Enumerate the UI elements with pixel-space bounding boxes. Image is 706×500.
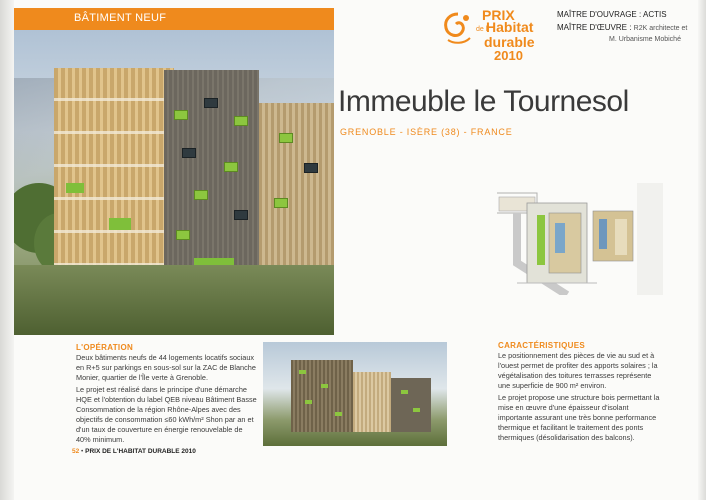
window xyxy=(234,210,248,220)
caracteristiques-paragraph: Le projet propose une structure bois permettant la mise en œuvre d'une épaisseur d'isolant importante assurant une très bonne performance thermique et facilitant le traitement des ponts thermiques (désolidarisation des balcons). xyxy=(498,393,660,442)
site-plan-drawing xyxy=(497,183,663,295)
page-title: Immeuble le Tournesol xyxy=(338,85,629,118)
operation-heading: L'OPÉRATION xyxy=(76,343,134,352)
hero-photo xyxy=(14,8,334,335)
building-block xyxy=(353,372,391,432)
window xyxy=(299,370,306,374)
green-panel xyxy=(66,183,84,193)
operation-text xyxy=(76,353,258,447)
caracteristiques-heading: CARACTÉRISTIQUES xyxy=(498,341,586,350)
window xyxy=(194,190,208,200)
page-footer xyxy=(72,448,196,455)
grass-ground xyxy=(14,265,334,335)
project-credits xyxy=(557,10,697,48)
page-number: 52 xyxy=(72,448,80,455)
window xyxy=(176,230,190,240)
window xyxy=(234,116,248,126)
award-year: 2010 xyxy=(494,48,523,63)
window xyxy=(174,110,188,120)
building-left xyxy=(54,68,174,273)
credit-row xyxy=(557,23,697,45)
award-de: de l' xyxy=(476,26,489,33)
operation-paragraph: Deux bâtiments neufs de 44 logements locatifs sociaux en R+5 sur parkings en sous-sol sur la ZAC de Blanche Monier, quartier de l'Île verte à Grenoble. xyxy=(76,353,256,382)
building-block xyxy=(391,378,431,432)
window xyxy=(182,148,196,158)
operation-paragraph: Le projet est réalisé dans le principe d'une démarche HQE et l'obtention du label QEB niveau Bâtiment Basse Consommation de la région Rhône-Alpes avec des objectifs de consommation ≤60 kWh/m² Shon par an et d'un taux de couverture en énergie renouvelable de 40% minimum. xyxy=(76,385,257,444)
site-plan-svg xyxy=(497,183,663,295)
credit-owner: MAÎTRE D'OUVRAGE : ACTIS xyxy=(557,10,667,19)
window xyxy=(413,408,420,412)
page-gutter-right xyxy=(698,0,706,500)
building-block xyxy=(291,360,353,432)
award-prix: PRIX xyxy=(482,7,515,23)
section-label: BÂTIMENT NEUF xyxy=(74,12,167,24)
window xyxy=(224,162,238,172)
award-durable: durable xyxy=(484,34,535,50)
award-habitat: Habitat xyxy=(486,19,534,35)
credit-architect: MAÎTRE D'ŒUVRE : xyxy=(557,23,634,32)
caracteristiques-text xyxy=(498,351,664,445)
credit-architect-value-2: M. Urbanisme Mobiché xyxy=(609,36,681,43)
green-panel xyxy=(109,218,131,230)
section-bar xyxy=(14,8,334,30)
page-gutter-left xyxy=(0,0,14,500)
caracteristiques-paragraph: Le positionnement des pièces de vie au sud et à l'ouest permet de profiter des apports solaires ; la végétalisation des toitures terrasses représente une superficie de 900 m² environ. xyxy=(498,351,658,390)
window xyxy=(279,133,293,143)
location-subtitle: GRENOBLE - ISÈRE (38) - FRANCE xyxy=(340,127,513,137)
window xyxy=(204,98,218,108)
credit-architect-value: R2K architecte et xyxy=(633,25,688,32)
award-logo xyxy=(440,8,550,68)
window xyxy=(304,163,318,173)
window xyxy=(335,412,342,416)
footer-brand: PRIX DE L'HABITAT DURABLE 2010 xyxy=(85,448,196,455)
window xyxy=(401,390,408,394)
window xyxy=(321,384,328,388)
building-thumbnail-photo xyxy=(263,342,447,446)
window xyxy=(274,198,288,208)
building-right xyxy=(259,103,334,273)
building-center xyxy=(164,70,259,282)
credit-row xyxy=(557,10,697,20)
window xyxy=(305,400,312,404)
award-swirl-icon xyxy=(440,10,476,46)
footer-separator: • xyxy=(79,448,86,455)
